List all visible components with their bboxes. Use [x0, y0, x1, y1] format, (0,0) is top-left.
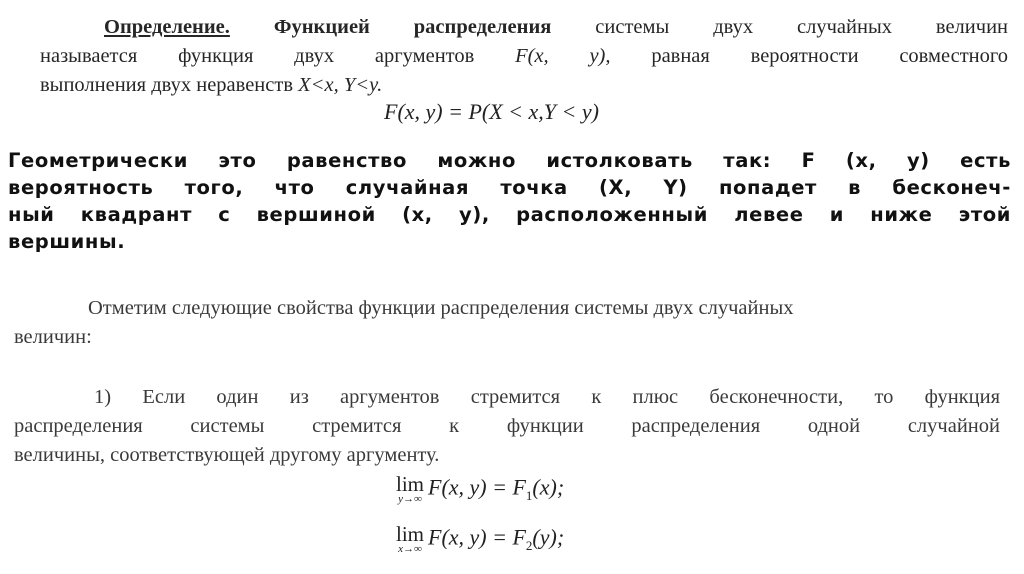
limit-expr-1: F(x, y) = F — [428, 474, 526, 500]
limit-arg-1: (x); — [532, 474, 565, 500]
limit-formula-1 — [396, 474, 564, 505]
definition-line-3 — [40, 71, 1008, 100]
property1-line-1: 1) Если один из аргументов стремится к плюс бесконечности, то функция — [94, 386, 1000, 408]
properties-intro — [14, 294, 1004, 352]
definition-term: Определение. — [104, 16, 230, 38]
properties-intro-line-2: величин: — [14, 326, 92, 348]
definition-line3-text: выполнения двух неравенств — [40, 74, 294, 96]
definition-inequalities: X<x, Y<y. — [298, 74, 383, 96]
geometric-line-3: ный квадрант с вершиной (x, y), расположенный левее и ниже этой — [8, 203, 1011, 226]
definition-line1-rest: системы двух случайных величин — [595, 16, 1009, 38]
definition-line-1 — [40, 13, 1008, 42]
definition-formula — [384, 99, 599, 125]
property1-line-3: величины, соответствующей другому аргументу. — [14, 444, 440, 466]
limit-index-1: 1 — [525, 487, 533, 503]
geometric-paragraph — [8, 147, 1011, 255]
definition-line2-text: называется функция двух аргументов — [40, 45, 475, 67]
lim-label-1: lim — [396, 472, 425, 496]
definition-paragraph — [40, 13, 1008, 100]
limit-operator-1 — [396, 474, 424, 505]
property1-line-2: распределения системы стремится к функции распределения одной случайной — [14, 415, 1000, 437]
definition-formula-text: F(x, y) = P(X < x,Y < y) — [384, 99, 599, 124]
lim-subscript-1: y→∞ — [398, 493, 422, 505]
limit-index-2: 2 — [525, 537, 533, 553]
definition-line-2 — [40, 42, 1008, 71]
geometric-line-4: вершины. — [8, 230, 126, 253]
definition-line2-tail: равная вероятности совместного — [651, 45, 1009, 67]
geometric-line-2: вероятность того, что случайная точка (X, Y) попадет в бесконеч- — [8, 176, 1011, 199]
properties-intro-line-1: Отметим следующие свойства функции распределения системы двух случайных — [88, 297, 794, 319]
limit-formula-2 — [396, 524, 564, 555]
definition-function-symbol: F(x, y), — [515, 45, 611, 67]
lim-label-2: lim — [396, 522, 425, 546]
geometric-line-1: Геометрически это равенство можно истолковать так: F (x, y) есть — [8, 149, 1011, 172]
limit-operator-2 — [396, 524, 424, 555]
definition-subject: Функцией распределения — [273, 16, 552, 38]
limit-expr-2: F(x, y) = F — [428, 524, 526, 550]
property-1 — [14, 383, 1000, 470]
lim-subscript-2: x→∞ — [398, 543, 422, 555]
limit-arg-2: (y); — [532, 524, 565, 550]
